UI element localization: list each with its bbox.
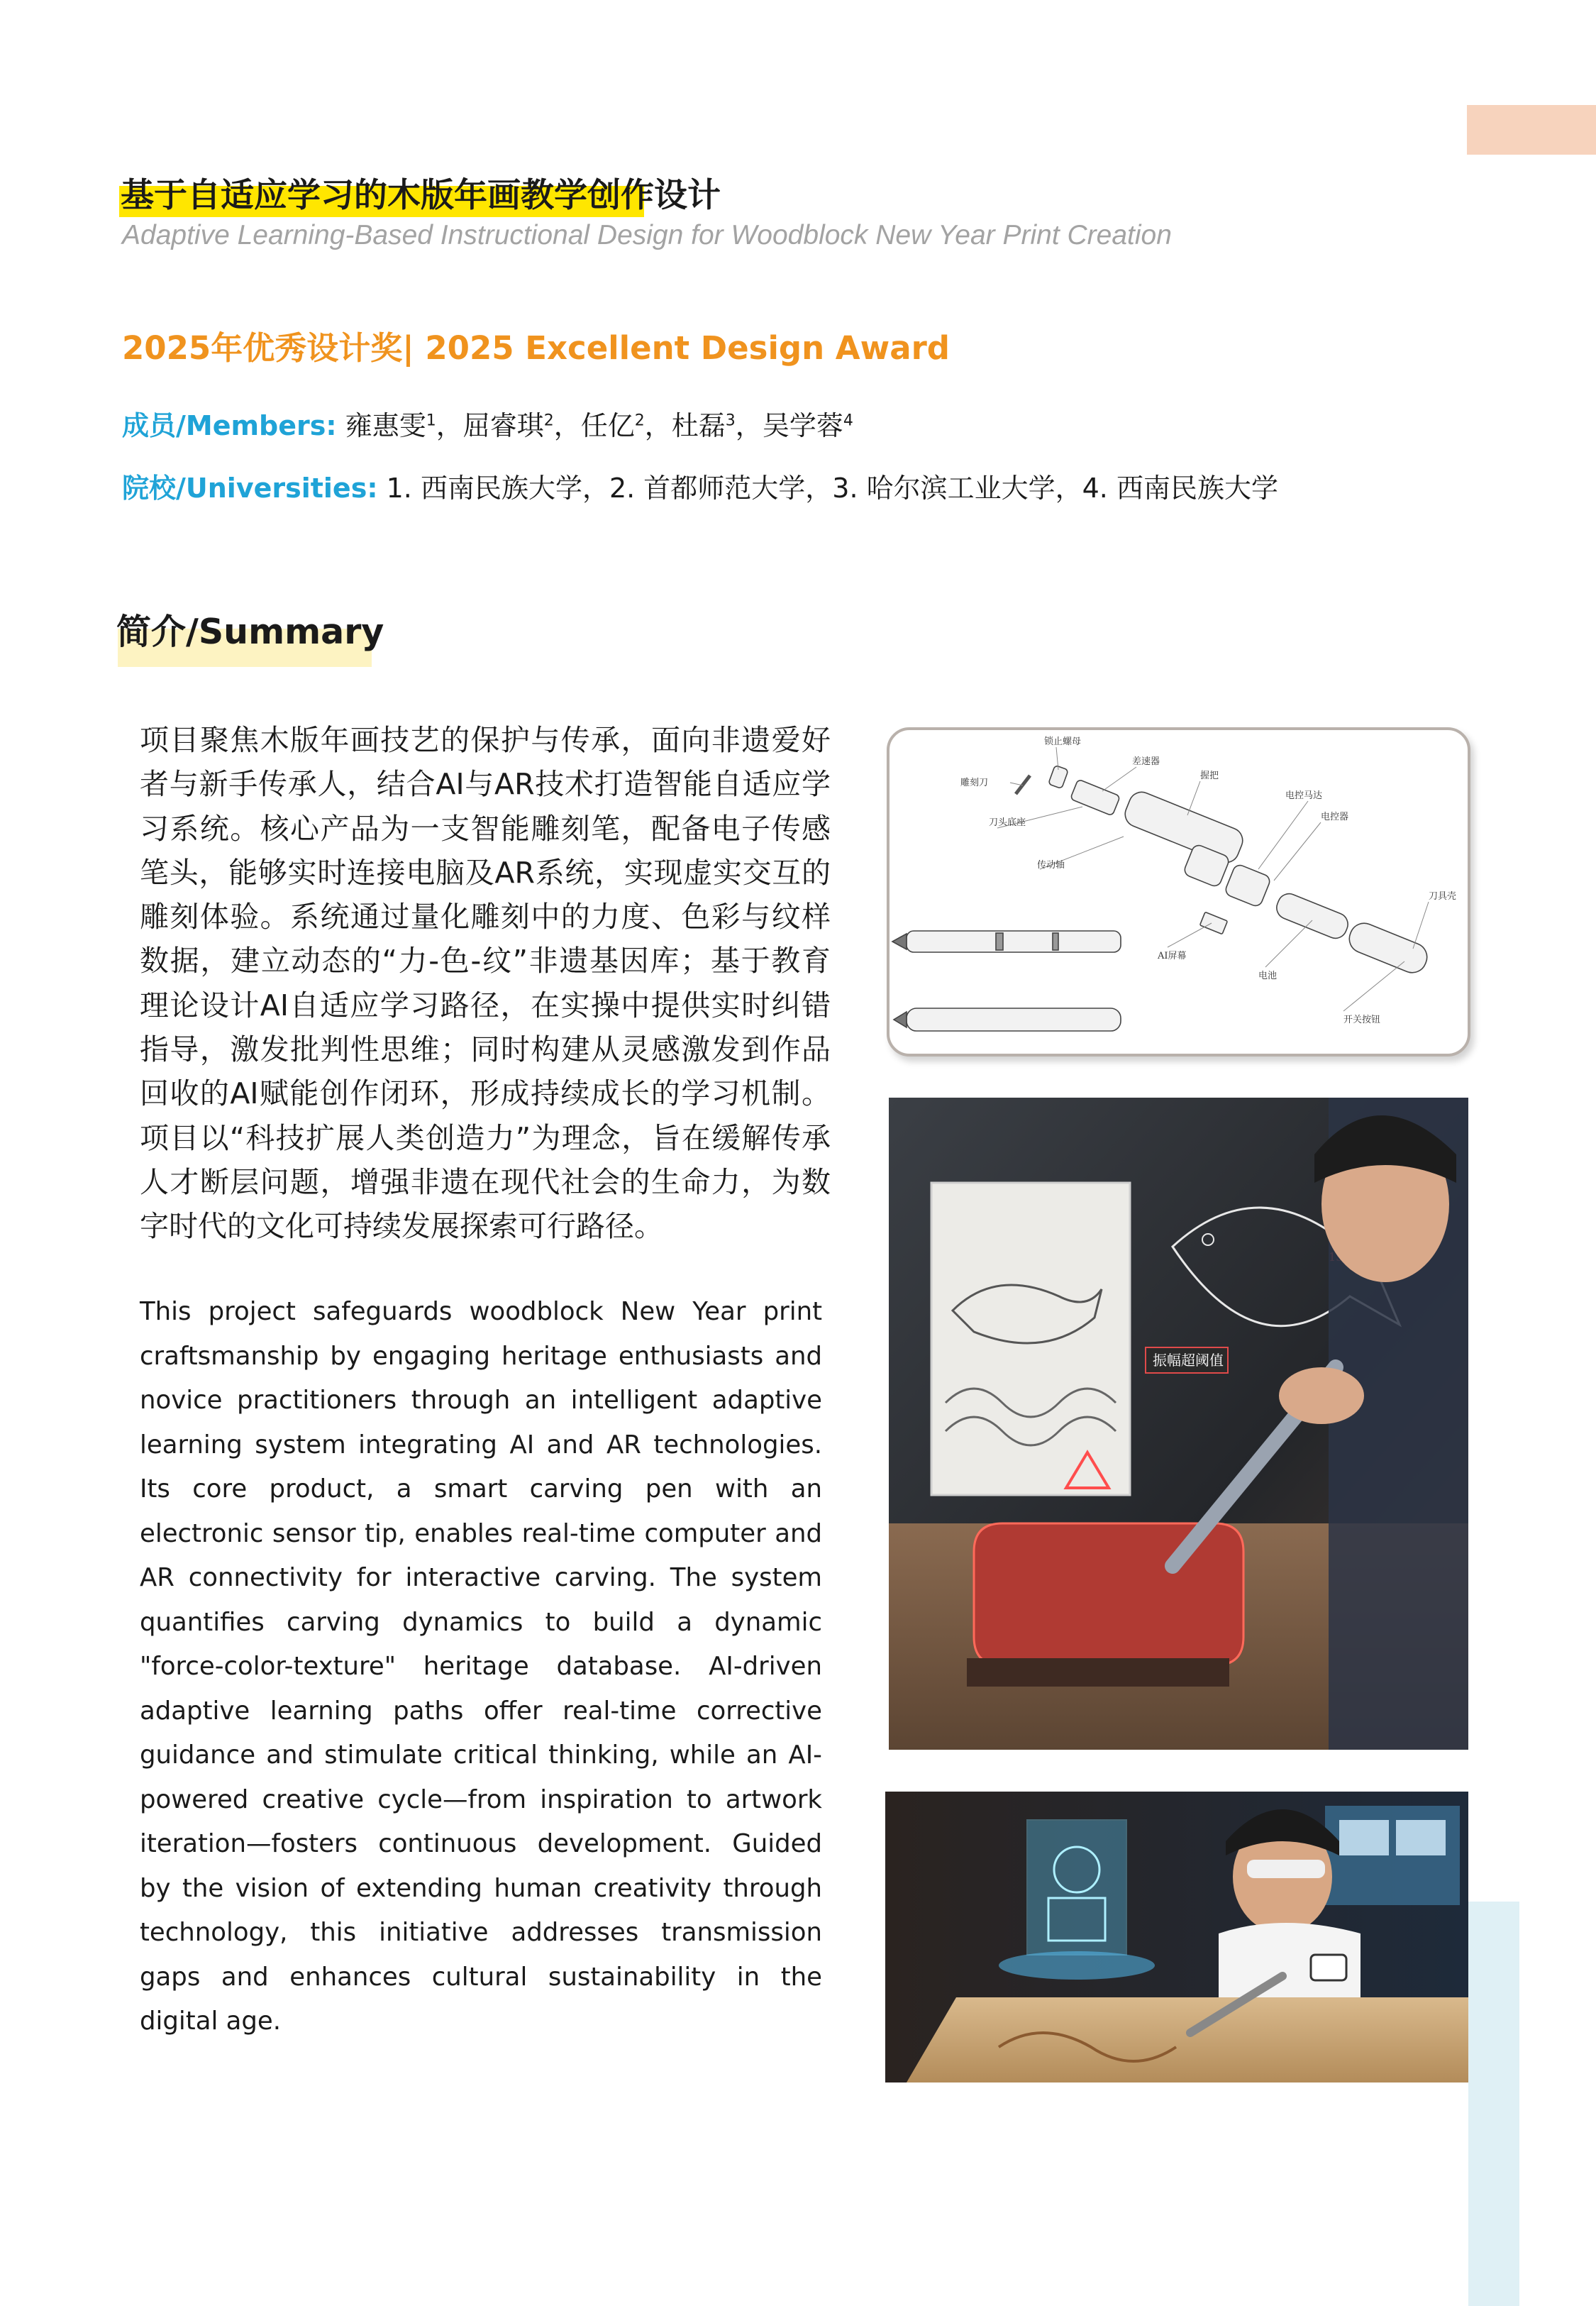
pen-exploded-svg [890,730,1468,1054]
label-case: 刀具壳 [1429,891,1457,902]
label-blade-base: 刀头底座 [989,817,1026,828]
page-subtitle: Adaptive Learning-Based Instructional Design for Woodblock New Year Print Creation [122,220,1172,250]
members-line: 成员/Members: 雍惠雯$^1$，屈睿琪$^2$，任亿$^2$，杜磊$^3$，吴学蓉$^4$ [122,410,853,441]
member-sup: 2 [543,412,554,430]
summary-chinese: 项目聚焦木版年画技艺的保护与传承，面向非遗爱好者与新手传承人，结合AI与AR技术打造智能自适应学习系统。核心产品为一支智能雕刻笔，配备电子传感笔头，能够实时连接电脑及AR系统，实现虚实交互的雕刻体验。系统通过量化雕刻中的力度、色彩与纹样数据，建立动态的“力-色-纹”非遗基因库；基于教育理论设计AI自适应学习路径，在实操中提供实时纠错指导，激发批判性思维；同时构建从灵感激发到作品回收的AI赋能创作闭环，形成持续成长的学习机制。项目以“科技扩展人类创造力”为理念，旨在缓解传承人才断层问题，增强非遗在现代社会的生命力，为数字时代的文化可持续发展探索可行路径。 [140,723,831,1244]
label-reducer: 差速器 [1132,756,1160,767]
corner-tab [1467,105,1596,155]
ar-hologram-photo [885,1792,1468,2082]
page-title: 基于自适应学习的木版年画教学创作设计 [121,176,721,215]
label-grip: 握把 [1200,771,1219,781]
member-sup: 3 [725,412,736,430]
carving-photo-svg [889,1098,1468,1750]
universities-label: 院校/Universities: [122,473,378,504]
label-switch: 开关按钮 [1343,1015,1381,1025]
award-line: 2025年优秀设计奖| 2025 Excellent Design Award [122,329,950,367]
label-shaft: 传动轴 [1037,860,1065,871]
universities-line [122,468,1278,508]
side-bar [1468,1902,1519,2306]
pen-exploded-diagram [887,727,1470,1057]
label-motor: 电控马达 [1285,790,1323,801]
member-name: 吴学蓉 [762,410,843,441]
member-name: 任亿 [580,410,635,441]
member-name: 屈睿琪 [462,410,544,441]
summary-english: This project safeguards woodblock New Year print craftsmanship by engaging heritage enthusiasts and novice practitioners through an intelligent adaptive learning system integrating AI and AR technologies. Its core product, a smart carving pen with an electronic sensor tip, enables real-time computer and AR connectivity for interactive carving. The system quantifies carving dynamics to build a dynamic "force-color-texture" heritage database. AI-driven adaptive learning paths offer real-time corrective guidance and stimulate critical thinking, while an AI-powered creative cycle—from inspiration to artwork iteration—fosters continuous development. Guided by the vision of extending human creativity through technology, this initiative addresses transmission gaps and enhances cultural sustainability in the digital age. [140,1297,822,2036]
member-sup: 4 [843,412,853,430]
label-battery: 电池 [1258,971,1278,981]
member-sup: 2 [634,412,645,430]
label-controller: 电控器 [1321,812,1349,822]
ar-hologram-photo-svg [885,1792,1468,2082]
member-name: 杜磊 [671,410,726,441]
label-ai-screen: AI屏幕 [1158,951,1187,961]
member-name: 雍惠雯 [345,410,426,441]
members-label: 成员/Members: [122,410,337,441]
member-sup: 1 [426,412,436,430]
universities-text: 1. 西南民族大学，2. 首都师范大学，3. 哈尔滨工业大学，4. 西南民族大学 [386,473,1278,504]
label-lock-nut: 锁止螺母 [1044,737,1082,747]
overlay-warning: 振幅超阈值 [1153,1352,1224,1369]
summary-heading: 简介/Summary [116,612,384,652]
carving-photo [889,1098,1468,1750]
label-blade: 雕刻刀 [960,778,989,788]
